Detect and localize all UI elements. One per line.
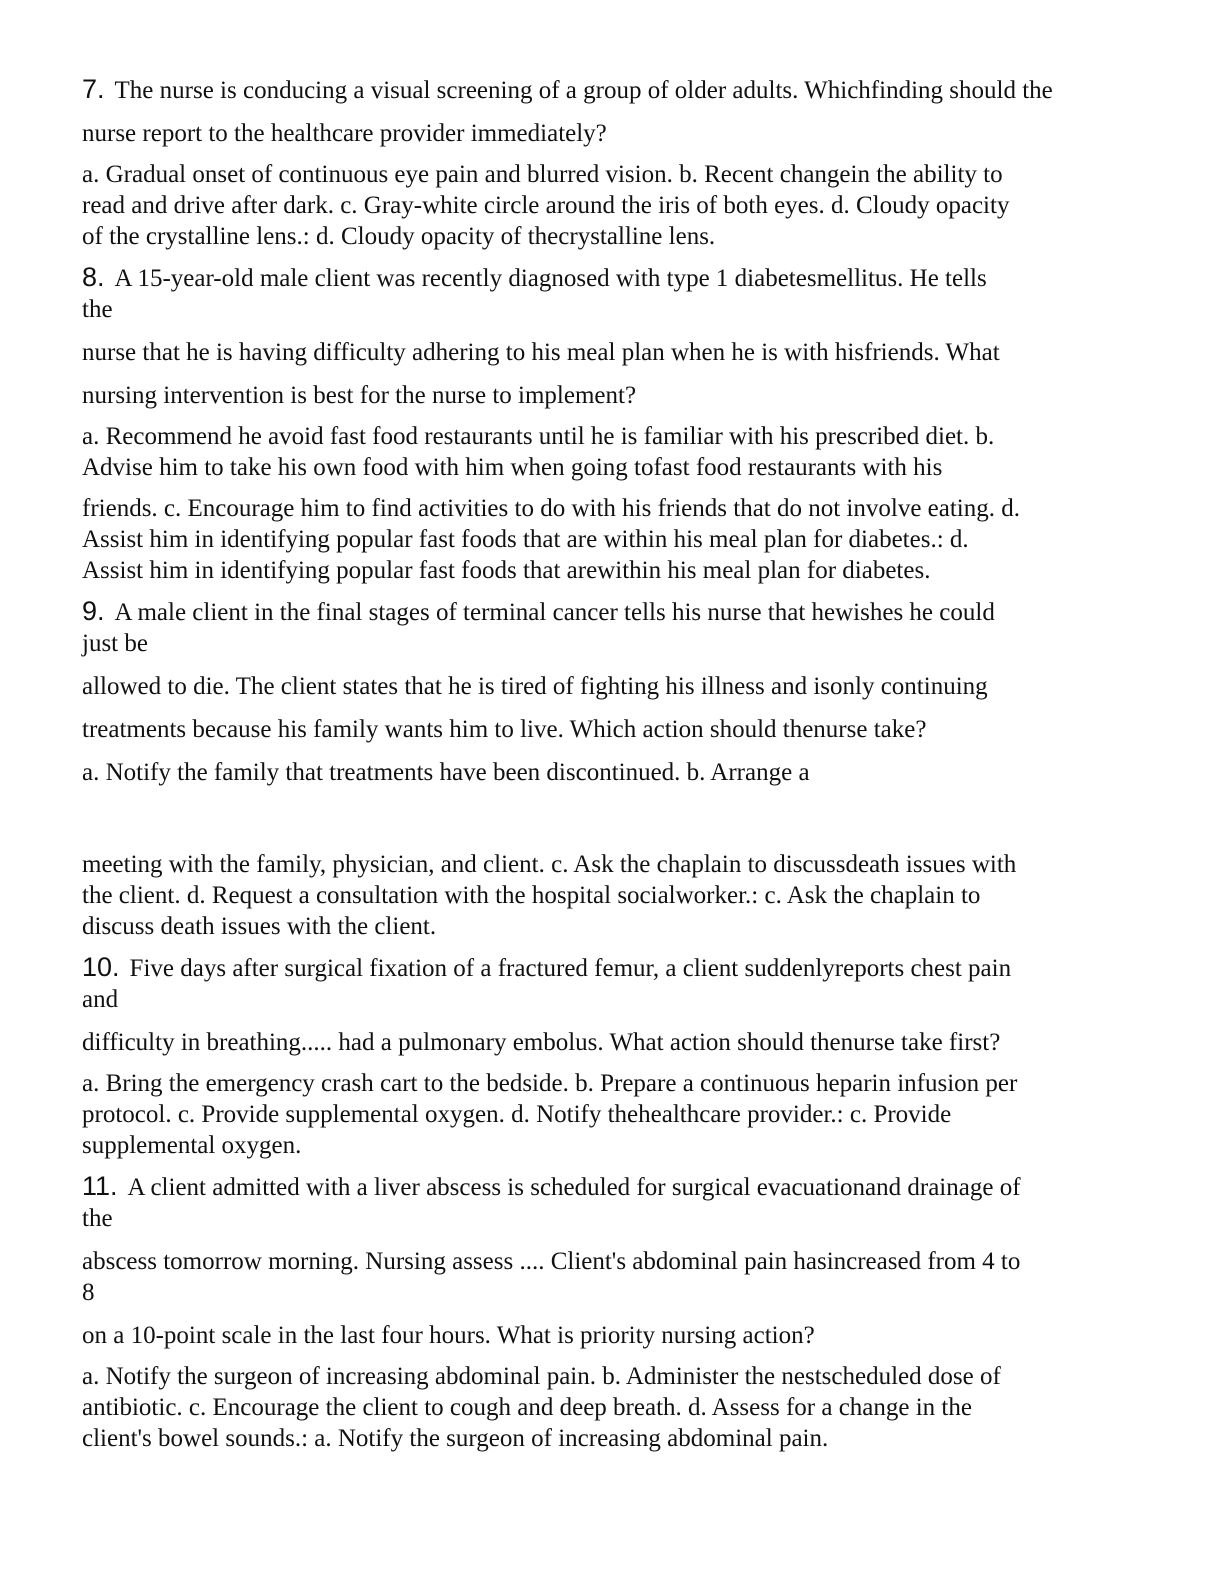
question-11-options: antibiotic. c. Encourage the client to cough and deep breath. d. Assess for a change in the	[82, 1394, 972, 1421]
question-9-options: the client. d. Request a consultation with the hospital socialworker.: c. Ask the chaplain to	[82, 882, 981, 909]
question-8-stem: 8. A 15-year-old male client was recently diagnosed with type 1 diabetesmellitus. He tells	[82, 262, 987, 292]
question-9-stem-cont: allowed to die. The client states that he is tired of fighting his illness and isonly continuing	[82, 673, 988, 700]
question-9-stem-cont: just be	[82, 630, 148, 657]
question-8-options: a. Recommend he avoid fast food restaurants until he is familiar with his prescribed diet. b.	[82, 423, 995, 450]
question-8-options: Advise him to take his own food with him when going tofast food restaurants with his	[82, 454, 943, 481]
question-8-stem-cont: nursing intervention is best for the nurse to implement?	[82, 382, 637, 409]
question-10-options: a. Bring the emergency crash cart to the bedside. b. Prepare a continuous heparin infusion per	[82, 1070, 1018, 1097]
question-10-stem-cont: and	[82, 986, 119, 1013]
question-10-stem: 10. Five days after surgical fixation of a fractured femur, a client suddenlyreports chest pain	[82, 952, 1012, 982]
question-11-answer: client's bowel sounds.: a. Notify the surgeon of increasing abdominal pain.	[82, 1425, 829, 1452]
question-11-stem: 11. A client admitted with a liver abscess is scheduled for surgical evacuationand drainage of	[82, 1171, 1021, 1201]
question-7-stem-cont: nurse report to the healthcare provider immediately?	[82, 120, 607, 147]
page-break-gap	[82, 788, 1142, 849]
question-9-options: meeting with the family, physician, and client. c. Ask the chaplain to discussdeath issues with	[82, 851, 1017, 878]
question-8-stem-cont: nurse that he is having difficulty adhering to his meal plan when he is with hisfriends. What	[82, 339, 1000, 366]
question-10-stem-cont: difficulty in breathing..... had a pulmonary embolus. What action should thenurse take first?	[82, 1029, 1001, 1056]
question-7-options: a. Gradual onset of continuous eye pain and blurred vision. b. Recent changein the ability to	[82, 161, 1003, 188]
question-number: 8.	[82, 262, 105, 292]
question-7-answer: of the crystalline lens.: d. Cloudy opacity of thecrystalline lens.	[82, 223, 716, 250]
question-8-answer: Assist him in identifying popular fast foods that arewithin his meal plan for diabetes.	[82, 557, 931, 584]
question-7-options: read and drive after dark. c. Gray-white circle around the iris of both eyes. d. Cloudy opacity	[82, 192, 1010, 219]
question-number: 11.	[82, 1171, 118, 1201]
question-8-options: friends. c. Encourage him to find activities to do with his friends that do not involve eating. d.	[82, 495, 1021, 522]
question-11-options: a. Notify the surgeon of increasing abdominal pain. b. Administer the nestscheduled dose of	[82, 1363, 1001, 1390]
question-9-answer: discuss death issues with the client.	[82, 913, 437, 940]
question-11-stem-cont: abscess tomorrow morning. Nursing assess .... Client's abdominal pain hasincreased from 4 to	[82, 1248, 1021, 1275]
question-11-stem-cont: 8	[82, 1279, 95, 1306]
question-number: 7.	[82, 74, 105, 104]
question-10-answer: supplemental oxygen.	[82, 1132, 302, 1159]
question-9-options: a. Notify the family that treatments have been discontinued. b. Arrange a	[82, 759, 810, 786]
question-11-stem-cont: on a 10-point scale in the last four hours. What is priority nursing action?	[82, 1322, 815, 1349]
question-number: 9.	[82, 596, 105, 626]
question-9-stem-cont: treatments because his family wants him to live. Which action should thenurse take?	[82, 716, 927, 743]
question-11	[82, 1171, 1142, 1454]
question-9-stem: 9. A male client in the final stages of terminal cancer tells his nurse that hewishes he could	[82, 596, 995, 626]
question-8	[82, 262, 1142, 586]
question-8-stem-cont: the	[82, 296, 113, 323]
question-11-stem-cont: the	[82, 1205, 113, 1232]
question-8-options: Assist him in identifying popular fast foods that are within his meal plan for diabetes.: d.	[82, 526, 969, 553]
question-7-stem: 7. The nurse is conducing a visual screening of a group of older adults. Whichfinding should the	[82, 74, 1053, 104]
question-7	[82, 74, 1142, 252]
question-9	[82, 596, 1142, 942]
question-number: 10.	[82, 952, 120, 982]
question-10	[82, 952, 1142, 1161]
question-10-options: protocol. c. Provide supplemental oxygen. d. Notify thehealthcare provider.: c. Provide	[82, 1101, 952, 1128]
document-page	[82, 74, 1142, 1454]
